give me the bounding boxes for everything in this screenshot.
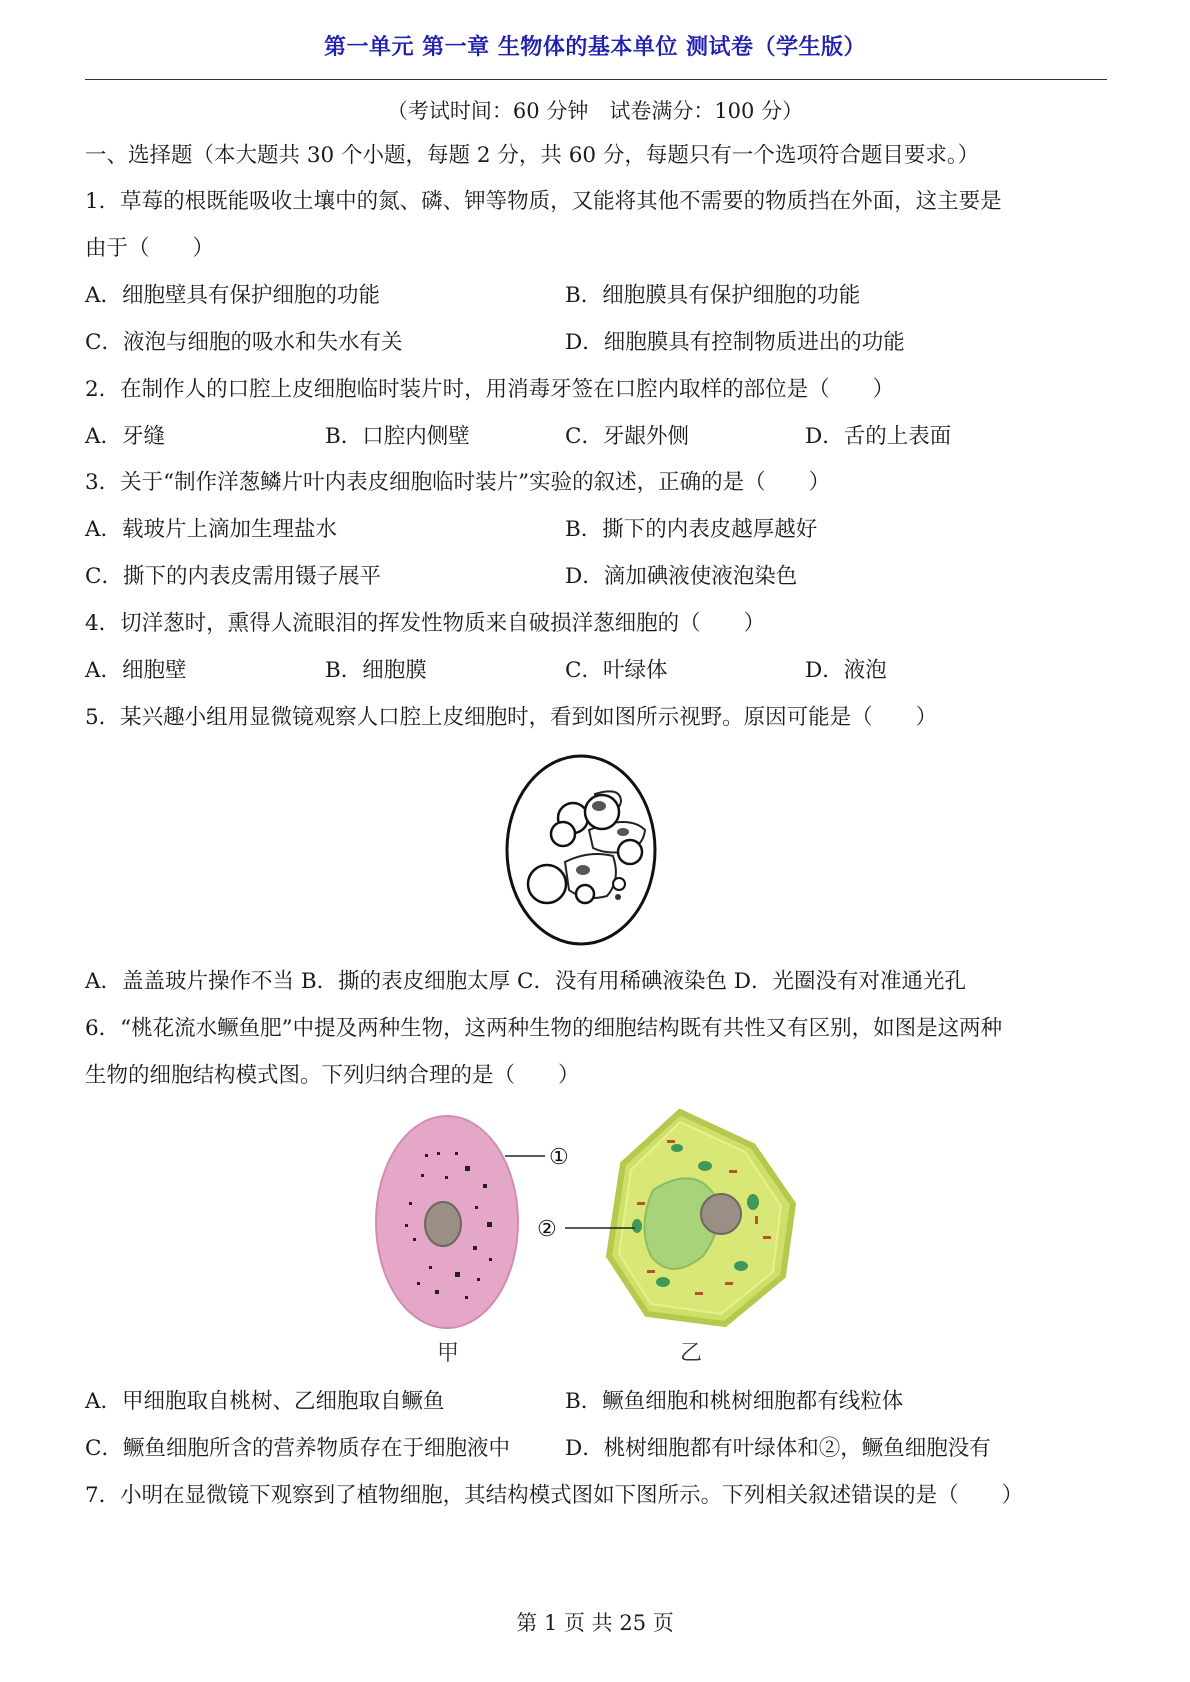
exam-info: （考试时间：60 分钟 试卷满分：100 分） bbox=[386, 99, 804, 123]
question-1-option-c: C．液泡与细胞的吸水和失水有关 bbox=[85, 330, 403, 355]
question-3-option-d: D．滴加碘液使液泡染色 bbox=[565, 564, 798, 589]
label-1: ① bbox=[549, 1145, 569, 1170]
question-4-option-a: A．细胞壁 bbox=[85, 658, 187, 683]
question-3-option-a: A．载玻片上滴加生理盐水 bbox=[85, 517, 338, 542]
question-1-stem-line-2: 由于（ ） bbox=[85, 236, 215, 261]
question-2-option-b: B．口腔内侧壁 bbox=[325, 424, 470, 449]
page-footer: 第 1 页 共 25 页 bbox=[516, 1611, 674, 1635]
page-title: 第一单元 第一章 生物体的基本单位 测试卷（学生版） bbox=[324, 35, 866, 60]
question-7-stem: 7．小明在显微镜下观察到了植物细胞，其结构模式图如下图所示。下列相关叙述错误的是（ ） bbox=[85, 1483, 1024, 1508]
question-3-option-c: C．撕下的内表皮需用镊子展平 bbox=[85, 564, 381, 589]
question-4-stem: 4．切洋葱时，熏得人流眼泪的挥发性物质来自破损洋葱细胞的（ ） bbox=[85, 611, 766, 636]
plant-cell-diagram bbox=[537, 1112, 793, 1366]
question-1-option-d: D．细胞膜具有控制物质进出的功能 bbox=[565, 330, 905, 355]
question-4-option-d: D．液泡 bbox=[805, 658, 887, 683]
question-2-stem: 2．在制作人的口腔上皮细胞临时装片时，用消毒牙签在口腔内取样的部位是（ ） bbox=[85, 377, 895, 402]
question-5-options: A．盖盖玻片操作不当 B．撕的表皮细胞太厚 C．没有用稀碘液染色 D．光圈没有对准通光孔 bbox=[85, 969, 967, 994]
question-2-option-c: C．牙龈外侧 bbox=[565, 424, 689, 449]
cell-a-label: 甲 bbox=[437, 1341, 460, 1366]
section-heading: 一、选择题（本大题共 30 个小题，每题 2 分，共 60 分，每题只有一个选项符合题目要求。） bbox=[85, 143, 980, 168]
question-3-option-b: B．撕下的内表皮越厚越好 bbox=[565, 517, 818, 542]
microscope-field-figure bbox=[503, 752, 659, 948]
question-6-option-b: B．鳜鱼细胞和桃树细胞都有线粒体 bbox=[565, 1389, 904, 1414]
question-4-option-b: B．细胞膜 bbox=[325, 658, 427, 683]
question-2-option-d: D．舌的上表面 bbox=[805, 424, 952, 449]
question-6-stem-line-2: 生物的细胞结构模式图。下列归纳合理的是（ ） bbox=[85, 1063, 580, 1088]
question-1-stem-line-1: 1．草莓的根既能吸收土壤中的氮、磷、钾等物质，又能将其他不需要的物质挡在外面，这主要是 bbox=[85, 189, 1002, 214]
label-2: ② bbox=[537, 1217, 557, 1242]
header-divider bbox=[85, 79, 1107, 80]
question-1-option-b: B．细胞膜具有保护细胞的功能 bbox=[565, 283, 861, 308]
cell-b-label: 乙 bbox=[680, 1341, 703, 1366]
question-3-stem: 3．关于“制作洋葱鳞片叶内表皮细胞临时装片”实验的叙述，正确的是（ ） bbox=[85, 470, 831, 495]
question-4-option-c: C．叶绿体 bbox=[565, 658, 668, 683]
question-6-option-c: C．鳜鱼细胞所含的营养物质存在于细胞液中 bbox=[85, 1436, 510, 1461]
question-1-option-a: A．细胞壁具有保护细胞的功能 bbox=[85, 283, 381, 308]
question-6-stem-line-1: 6．“桃花流水鳜鱼肥”中提及两种生物，这两种生物的细胞结构既有共性又有区别，如图是这两种 bbox=[85, 1016, 1003, 1041]
question-2-option-a: A．牙缝 bbox=[85, 424, 166, 449]
question-6-option-a: A．甲细胞取自桃树、乙细胞取自鳜鱼 bbox=[85, 1389, 445, 1414]
question-6-option-d: D．桃树细胞都有叶绿体和②，鳜鱼细胞没有 bbox=[565, 1436, 991, 1461]
cell-comparison-figure bbox=[365, 1106, 815, 1366]
question-5-stem: 5．某兴趣小组用显微镜观察人口腔上皮细胞时，看到如图所示视野。原因可能是（ ） bbox=[85, 705, 938, 730]
